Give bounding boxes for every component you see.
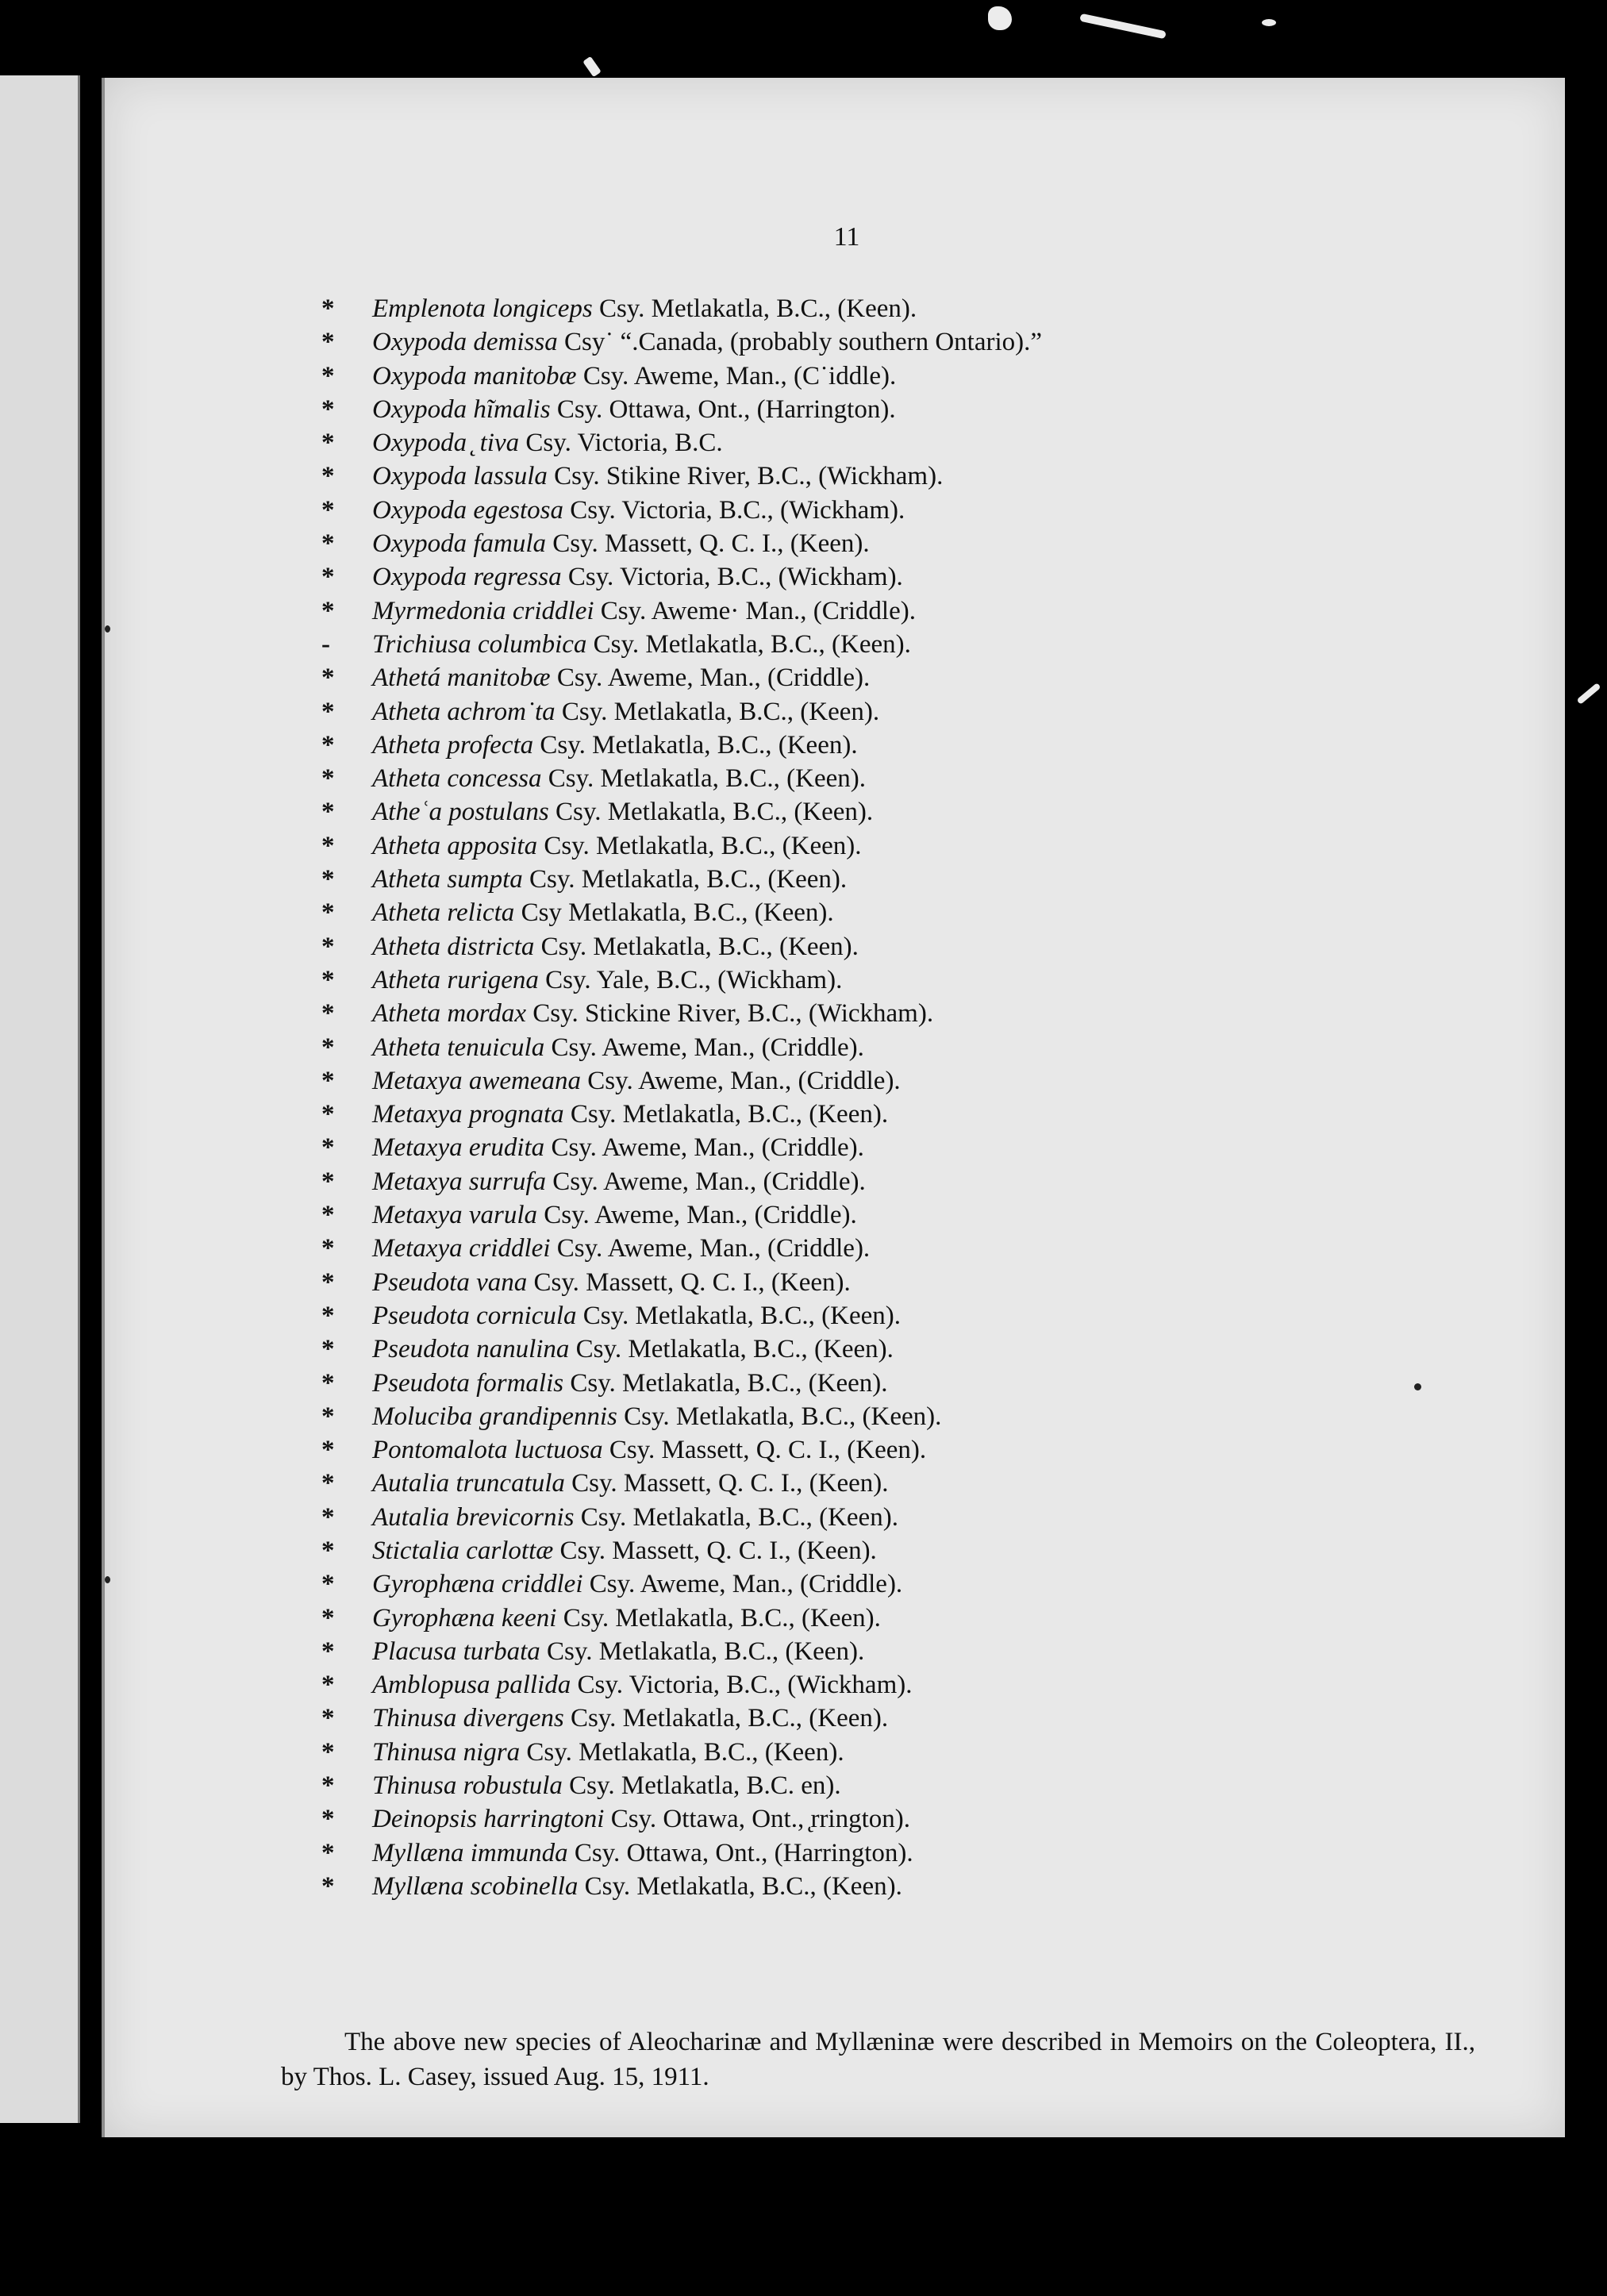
species-author-locality: Csy. Metlakatla, B.C., (Keen). (563, 1368, 888, 1398)
species-name: Gyrophæna keeni (372, 1603, 557, 1633)
new-species-marker: * (321, 1368, 335, 1398)
new-species-marker: * (321, 965, 335, 994)
species-author-locality: Csy. Massett, Q. C. I., (Keen). (527, 1267, 851, 1297)
species-name: Oxypoda ̨ tiva (372, 429, 520, 458)
species-author-locality: Csy. Metlakatla, B.C., (Keen). (537, 831, 862, 860)
species-author-locality: Csy. Ottawa, Ont., ̨rrington). (604, 1805, 911, 1834)
new-species-marker: * (321, 1402, 335, 1431)
new-species-marker: * (321, 1469, 335, 1498)
species-author-locality: Csy. Metlakatla, B.C., (Keen). (556, 1603, 881, 1633)
species-entry (321, 1299, 1512, 1333)
left-margin-mark-lower (105, 1576, 110, 1583)
species-author-locality: Csy. Massett, Q. C. I., (Keen). (546, 529, 870, 559)
species-entry (321, 661, 1512, 694)
species-entry (321, 1198, 1512, 1232)
species-author-locality: Csy. Metlakatla, B.C., (Keen). (574, 1502, 898, 1532)
new-species-marker: * (321, 1436, 335, 1465)
new-species-marker: * (321, 1066, 335, 1095)
species-entry (321, 494, 1512, 527)
new-species-marker: * (321, 1201, 335, 1230)
species-entry (321, 997, 1512, 1030)
species-author-locality: Csy. Aweme, Man., (Criddle). (550, 1234, 871, 1263)
species-name: Pseudota cornicula (372, 1301, 577, 1330)
species-name: Atheta districta (372, 932, 535, 961)
species-name: Atheta sumpta (372, 865, 523, 894)
species-author-locality: Csy. Aweme, Man., (Criddle). (582, 1570, 903, 1599)
species-author-locality: Csy. Metlakatla, B.C., (Keen). (569, 1335, 894, 1364)
species-name: Oxypoda lassula (372, 462, 548, 491)
new-species-marker: * (321, 1335, 335, 1364)
new-species-marker: * (321, 730, 335, 760)
species-name: Deinopsis harringtoni (372, 1805, 605, 1834)
species-author-locality: Csy. Aweme, Man., (Criddle). (544, 1133, 864, 1163)
species-entry (321, 1400, 1512, 1433)
new-species-marker: * (321, 328, 335, 357)
species-name: Moluciba grandipennis (372, 1402, 617, 1431)
species-name: Atheta mordax (372, 999, 526, 1029)
new-species-marker: * (321, 529, 335, 559)
species-author-locality: Csy. Metlakatla, B.C., (Keen). (576, 1301, 901, 1330)
new-species-marker: * (321, 1100, 335, 1129)
species-name: Myllæna immunda (372, 1838, 568, 1867)
species-entry (321, 292, 1512, 325)
species-name: Athetá manitobæ (372, 663, 551, 693)
species-name: Atheta achrom˙ta (372, 697, 556, 726)
species-name: Amblopusa pallida (372, 1671, 571, 1700)
species-name: Autalia truncatula (372, 1469, 565, 1498)
left-margin-mark-upper (105, 625, 110, 633)
species-entry (321, 930, 1512, 963)
species-name: Emplenota longiceps (372, 294, 593, 323)
document-page (102, 78, 1565, 2137)
species-name: Oxypoda manitobæ (372, 361, 577, 390)
species-name: Metaxya varula (372, 1201, 538, 1230)
species-entry (321, 863, 1512, 896)
species-entry (321, 1668, 1512, 1702)
species-author-locality: Csy. Massett, Q. C. I., (Keen). (602, 1436, 927, 1465)
species-name: Pseudota vana (372, 1267, 528, 1297)
new-species-marker: * (321, 1737, 335, 1767)
species-name: Myllæna scobinella (372, 1871, 579, 1901)
species-author-locality: Csy. Metlakatla, B.C., (Keen). (563, 1704, 889, 1733)
species-author-locality: Csy. Metlakatla, B.C., (Keen). (592, 294, 917, 323)
new-species-marker: * (321, 1301, 335, 1330)
species-name: Myrmedonia criddlei (372, 596, 594, 625)
new-species-marker: * (321, 1033, 335, 1062)
new-species-marker: * (321, 1805, 335, 1834)
species-entry (321, 1433, 1512, 1467)
species-name: Metaxya criddlei (372, 1234, 551, 1263)
species-author-locality: Csy. Massett, Q. C. I., (Keen). (553, 1536, 877, 1565)
species-name: Metaxya surrufa (372, 1167, 547, 1196)
species-entry (321, 325, 1512, 359)
species-author-locality: Csy. Aweme, Man., (C˙iddle). (576, 361, 897, 390)
species-entry (321, 1736, 1512, 1769)
species-author-locality: Csy. Metlakatla, B.C., (Keen). (522, 865, 848, 894)
new-species-marker: - (321, 629, 330, 659)
new-species-marker: * (321, 294, 335, 323)
right-margin-mark (1414, 1383, 1421, 1390)
new-species-marker: * (321, 1771, 335, 1801)
species-name: Oxypoda regressa (372, 563, 562, 592)
species-author-locality: Csy. Metlakatla, B.C., (Keen). (534, 932, 859, 961)
species-entry (321, 1064, 1512, 1098)
species-entry (321, 628, 1512, 661)
species-entry (321, 1702, 1512, 1735)
new-species-marker: * (321, 1267, 335, 1297)
scan-artifact-top-2 (1079, 13, 1167, 40)
species-author-locality: Csy. Metlakatla, B.C., (Keen). (578, 1871, 902, 1901)
species-name: Pseudota formalis (372, 1368, 564, 1398)
species-author-locality: Csy˙ “.Canada, (probably southern Ontario).” (557, 328, 1043, 357)
species-name: Gyrophæna criddlei (372, 1570, 583, 1599)
species-entry (321, 560, 1512, 594)
species-author-locality: Csy Metlakatla, B.C., (Keen). (514, 898, 834, 928)
species-author-locality: Csy. Metlakatla, B.C., (Keen). (520, 1737, 844, 1767)
species-author-locality: Csy. Victoria, B.C., (Wickham). (561, 563, 903, 592)
new-species-marker: * (321, 596, 335, 625)
species-name: Placusa turbata (372, 1636, 540, 1666)
species-entry (321, 1165, 1512, 1198)
new-species-marker: * (321, 462, 335, 491)
species-name: Thinusa nigra (372, 1737, 521, 1767)
new-species-marker: * (321, 1502, 335, 1532)
species-name: Atheta tenuicula (372, 1033, 545, 1062)
species-author-locality: Csy. Yale, B.C., (Wickham). (538, 965, 843, 994)
new-species-marker: * (321, 394, 335, 424)
species-author-locality: Csy. Metlakatla, B.C. en). (562, 1771, 841, 1801)
species-name: Metaxya erudita (372, 1133, 545, 1163)
species-entry (321, 1333, 1512, 1366)
species-entry (321, 1836, 1512, 1870)
species-entry (321, 1031, 1512, 1064)
species-entry (321, 426, 1512, 460)
species-entry (321, 695, 1512, 729)
new-species-marker: * (321, 697, 335, 726)
new-species-marker: * (321, 898, 335, 928)
species-entry (321, 527, 1512, 560)
species-entry (321, 1534, 1512, 1567)
species-entry (321, 1567, 1512, 1601)
facing-page-edge (0, 75, 80, 2123)
species-entry (321, 1232, 1512, 1265)
new-species-marker: * (321, 495, 335, 525)
new-species-marker: * (321, 865, 335, 894)
species-name: Oxypoda demissa (372, 328, 558, 357)
species-name: Oxypoda egestosa (372, 495, 564, 525)
new-species-marker: * (321, 1704, 335, 1733)
new-species-marker: * (321, 1536, 335, 1565)
species-name: Oxypoda famula (372, 529, 547, 559)
new-species-marker: * (321, 663, 335, 693)
species-entry (321, 1131, 1512, 1164)
species-name: Oxypoda hĩmalis (372, 394, 551, 424)
species-name: Atheta rurigena (372, 965, 539, 994)
species-name: Pseudota nanulina (372, 1335, 570, 1364)
new-species-marker: * (321, 831, 335, 860)
species-name: Thinusa divergens (372, 1704, 564, 1733)
new-species-marker: * (321, 1871, 335, 1901)
species-author-locality: Csy. Metlakatla, B.C., (Keen). (548, 798, 874, 827)
species-name: Atheta relicta (372, 898, 515, 928)
species-author-locality: Csy. Stikine River, B.C., (Wickham). (547, 462, 944, 491)
new-species-marker: * (321, 361, 335, 390)
species-name: Atheta apposita (372, 831, 538, 860)
species-entry (321, 829, 1512, 863)
species-author-locality: Csy. Massett, Q. C. I., (Keen). (564, 1469, 889, 1498)
scan-artifact-top-3 (1262, 19, 1276, 26)
species-entry (321, 762, 1512, 795)
species-author-locality: Csy. Aweme, Man., (Criddle). (537, 1201, 857, 1230)
species-author-locality: Csy. Metlakatla, B.C., (Keen). (586, 629, 911, 659)
footnote-paragraph: The above new species of Aleocharinæ and Myllæninæ were described in Memoirs on the Coleoptera, II., by Thos. L. Casey, issued Aug. 15, 1911. (281, 2028, 1475, 2091)
new-species-marker: * (321, 798, 335, 827)
species-entry (321, 729, 1512, 762)
new-species-marker: * (321, 999, 335, 1029)
species-name: Metaxya prognata (372, 1100, 564, 1129)
species-author-locality: Csy. Victoria, B.C. (519, 429, 723, 458)
page-number: 11 (833, 222, 860, 252)
species-entry (321, 1367, 1512, 1400)
new-species-marker: * (321, 932, 335, 961)
species-author-locality: Csy. Aweme, Man., (Criddle). (544, 1033, 864, 1062)
new-species-marker: * (321, 1636, 335, 1666)
species-entry (321, 393, 1512, 426)
species-name: Trichiusa columbica (372, 629, 587, 659)
species-author-locality: Csy. Ottawa, Ont., (Harrington). (550, 394, 896, 424)
new-species-marker: * (321, 1671, 335, 1700)
species-author-locality: Csy. Aweme, Man., (Criddle). (581, 1066, 901, 1095)
species-author-locality: Csy. Metlakatla, B.C., (Keen). (617, 1402, 942, 1431)
species-entry (321, 1769, 1512, 1802)
species-entry (321, 1467, 1512, 1500)
species-author-locality: Csy. Metlakatla, B.C., (Keen). (541, 764, 866, 794)
species-entry (321, 1802, 1512, 1836)
species-author-locality: Csy. Aweme, Man., (Criddle). (550, 663, 871, 693)
species-name: Autalia brevicornis (372, 1502, 575, 1532)
species-entry (321, 1635, 1512, 1668)
species-entry (321, 1098, 1512, 1131)
new-species-marker: * (321, 1167, 335, 1196)
species-author-locality: Csy. Metlakatla, B.C., (Keen). (555, 697, 880, 726)
species-name: Stictalia carlottæ (372, 1536, 554, 1565)
species-entry (321, 963, 1512, 997)
scan-artifact-top-4 (582, 56, 602, 78)
species-entry (321, 360, 1512, 393)
scan-artifact-top-1 (988, 6, 1012, 30)
new-species-marker: * (321, 1570, 335, 1599)
species-entry (321, 1501, 1512, 1534)
species-entry (321, 1266, 1512, 1299)
species-author-locality: Csy. Aweme· Man., (Criddle). (594, 596, 916, 625)
new-species-marker: * (321, 1838, 335, 1867)
species-author-locality: Csy. Metlakatla, B.C., (Keen). (540, 1636, 865, 1666)
species-author-locality: Csy. Ottawa, Ont., (Harrington). (567, 1838, 913, 1867)
species-entry (321, 795, 1512, 829)
species-name: Thinusa robustula (372, 1771, 563, 1801)
new-species-marker: * (321, 1603, 335, 1633)
species-name: Metaxya awemeana (372, 1066, 581, 1095)
species-entry (321, 1602, 1512, 1635)
species-list (321, 292, 1512, 1903)
species-author-locality: Csy. Metlakatla, B.C., (Keen). (563, 1100, 889, 1129)
new-species-marker: * (321, 429, 335, 458)
species-name: Pontomalota luctuosa (372, 1436, 603, 1465)
new-species-marker: * (321, 563, 335, 592)
species-entry (321, 460, 1512, 493)
species-entry (321, 1870, 1512, 1903)
new-species-marker: * (321, 1234, 335, 1263)
species-author-locality: Csy. Victoria, B.C., (Wickham). (563, 495, 905, 525)
species-author-locality: Csy. Aweme, Man., (Criddle). (546, 1167, 866, 1196)
new-species-marker: * (321, 1133, 335, 1163)
species-entry (321, 896, 1512, 929)
species-name: Atheta profecta (372, 730, 534, 760)
species-name: Atheʿa postulans (372, 798, 549, 827)
scan-artifact-right-edge (1576, 683, 1601, 705)
species-author-locality: Csy. Metlakatla, B.C., (Keen). (533, 730, 858, 760)
species-entry (321, 594, 1512, 628)
species-author-locality: Csy. Stickine River, B.C., (Wickham). (526, 999, 934, 1029)
new-species-marker: * (321, 764, 335, 794)
species-name: Atheta concessa (372, 764, 542, 794)
species-author-locality: Csy. Victoria, B.C., (Wickham). (571, 1671, 913, 1700)
